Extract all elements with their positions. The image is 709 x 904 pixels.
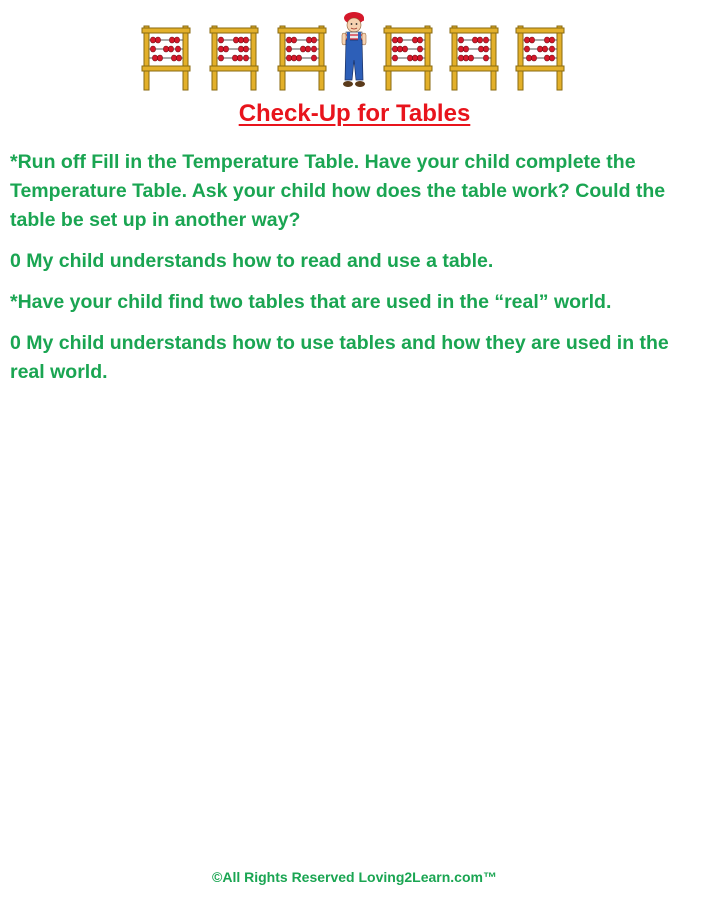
abacus-icon	[276, 22, 328, 92]
checklist-item: 0 My child understands how to read and use a table.	[10, 250, 494, 272]
checkup-content	[10, 148, 700, 399]
abacus-icon	[514, 22, 566, 92]
header-banner	[140, 8, 570, 92]
checklist-item: 0 My child understands how to use tables and how they are used in the real world.	[10, 332, 669, 383]
instruction-paragraph: *Have your child find two tables that are used in the “real” world.	[10, 291, 612, 313]
copyright-footer: ©All Rights Reserved Loving2Learn.com™	[212, 869, 497, 885]
abacus-icon	[448, 22, 500, 92]
page-title: Check-Up for Tables	[238, 100, 471, 127]
abacus-icon	[140, 22, 192, 92]
abacus-icon	[382, 22, 434, 92]
instruction-paragraph: *Run off Fill in the Temperature Table. Have your child complete the Temperature Table. Ask your child how does the table work? Could the table be set up in another way?	[10, 151, 666, 231]
abacus-icon	[208, 22, 260, 92]
boy-icon	[336, 8, 372, 92]
